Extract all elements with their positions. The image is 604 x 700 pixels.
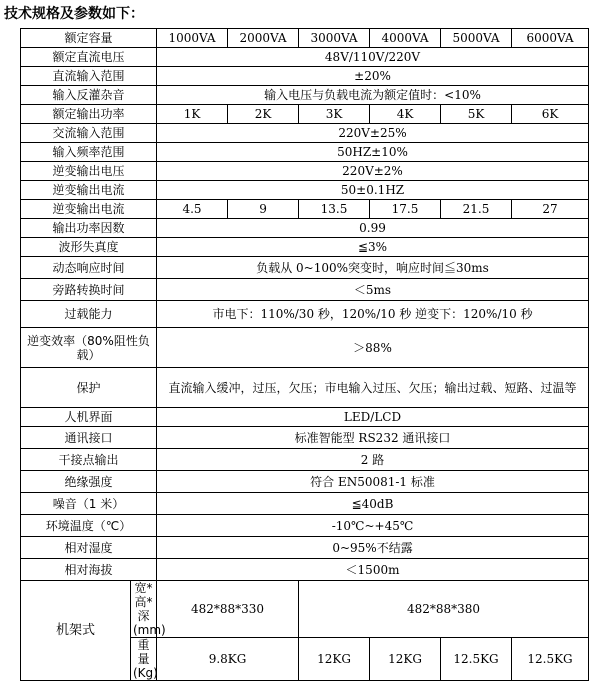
dims-value-small: 482*88*330: [157, 581, 299, 638]
row-protection: [21, 368, 589, 408]
cell-value: 1K: [157, 105, 228, 124]
cell-value: 27: [512, 200, 589, 219]
row-label: 交流输入范围: [21, 124, 157, 143]
row-label: 逆变输出电压: [21, 162, 157, 181]
row-value: ≦3%: [157, 238, 589, 257]
row-label: 直流输入范围: [21, 67, 157, 86]
row-label: 动态响应时间: [21, 257, 157, 279]
row-label: 人机界面: [21, 408, 157, 427]
row-value: ＜1500m: [157, 559, 589, 581]
row-value: ＜5ms: [157, 279, 589, 301]
row-efficiency: [21, 328, 589, 368]
row-inverter-current: [21, 200, 589, 219]
chassis-weight-label: 重量(Kg): [131, 638, 157, 681]
row-label: 噪音（1 米）: [21, 493, 157, 515]
row-dry-contact: [21, 449, 589, 471]
row-label: 相对海拔: [21, 559, 157, 581]
row-label: 输入反灌杂音: [21, 86, 157, 105]
row-label: 额定容量: [21, 29, 157, 48]
row-label: 波形失真度: [21, 238, 157, 257]
row-label: 输出功率因数: [21, 219, 157, 238]
row-value: 直流输入缓冲，过压，欠压；市电输入过压、欠压；输出过载、短路、过温等: [157, 368, 589, 408]
cell-value: 17.5: [370, 200, 441, 219]
row-label: 绝缘强度: [21, 471, 157, 493]
row-value: 2 路: [157, 449, 589, 471]
row-value: 0~95%不结露: [157, 537, 589, 559]
row-comm: [21, 427, 589, 449]
row-dc-voltage: [21, 48, 589, 67]
row-chassis-dimensions: [21, 581, 589, 638]
row-value: 220V±2%: [157, 162, 589, 181]
row-inverter-voltage: [21, 162, 589, 181]
row-altitude: [21, 559, 589, 581]
row-label: 环境温度（℃）: [21, 515, 157, 537]
row-dc-input-range: [21, 67, 589, 86]
row-humidity: [21, 537, 589, 559]
cell-value: 4000VA: [370, 29, 441, 48]
row-value: 220V±25%: [157, 124, 589, 143]
row-insulation: [21, 471, 589, 493]
row-noise: [21, 493, 589, 515]
row-value: 0.99: [157, 219, 589, 238]
row-label: 逆变输出电流: [21, 181, 157, 200]
row-value: 负载从 0~100%突变时，响应时间≦30ms: [157, 257, 589, 279]
row-label: 相对湿度: [21, 537, 157, 559]
row-label: 逆变输出电流: [21, 200, 157, 219]
chassis-label: 机架式: [21, 581, 131, 681]
row-value: 市电下：110%/30 秒，120%/10 秒 逆变下：120%/10 秒: [157, 301, 589, 328]
row-input-ripple: [21, 86, 589, 105]
row-dynamic-response: [21, 257, 589, 279]
cell-value: 5000VA: [441, 29, 512, 48]
row-bypass-time: [21, 279, 589, 301]
spec-heading: 技术规格及参数如下：: [4, 6, 144, 22]
cell-value: 21.5: [441, 200, 512, 219]
cell-value: 2000VA: [228, 29, 299, 48]
row-label: 干接点输出: [21, 449, 157, 471]
row-inverter-frequency: [21, 181, 589, 200]
row-label: 额定直流电压: [21, 48, 157, 67]
row-value: 输入电压与负载电流为额定值时：<10%: [157, 86, 589, 105]
row-value: -10℃~+45℃: [157, 515, 589, 537]
cell-value: 3K: [299, 105, 370, 124]
row-label: 过载能力: [21, 301, 157, 328]
cell-value: 1000VA: [157, 29, 228, 48]
row-label: 旁路转换时间: [21, 279, 157, 301]
row-label: 逆变效率（80%阻性负载）: [21, 328, 157, 368]
row-value: 48V/110V/220V: [157, 48, 589, 67]
row-capacity: [21, 29, 589, 48]
row-label: 额定输出功率: [21, 105, 157, 124]
row-value: 50HZ±10%: [157, 143, 589, 162]
weight-value: 12KG: [299, 638, 370, 681]
row-value: LED/LCD: [157, 408, 589, 427]
weight-value: 12.5KG: [512, 638, 589, 681]
row-label: 保护: [21, 368, 157, 408]
row-value: 50±0.1HZ: [157, 181, 589, 200]
row-thd: [21, 238, 589, 257]
cell-value: 3000VA: [299, 29, 370, 48]
row-value: ≦40dB: [157, 493, 589, 515]
weight-value: 12.5KG: [441, 638, 512, 681]
dims-value-large: 482*88*380: [299, 581, 589, 638]
chassis-dims-label: 宽*高*深(mm): [131, 581, 157, 638]
row-power-factor: [21, 219, 589, 238]
row-label: 输入频率范围: [21, 143, 157, 162]
cell-value: 6K: [512, 105, 589, 124]
weight-value: 9.8KG: [157, 638, 299, 681]
row-value: 标准智能型 RS232 通讯接口: [157, 427, 589, 449]
row-label: 通讯接口: [21, 427, 157, 449]
cell-value: 4.5: [157, 200, 228, 219]
cell-value: 5K: [441, 105, 512, 124]
row-ac-input-range: [21, 124, 589, 143]
row-input-freq: [21, 143, 589, 162]
row-overload: [21, 301, 589, 328]
cell-value: 6000VA: [512, 29, 589, 48]
cell-value: 9: [228, 200, 299, 219]
cell-value: 13.5: [299, 200, 370, 219]
row-value: ±20%: [157, 67, 589, 86]
cell-value: 2K: [228, 105, 299, 124]
cell-value: 4K: [370, 105, 441, 124]
row-value: 符合 EN50081-1 标准: [157, 471, 589, 493]
row-value: ＞88%: [157, 328, 589, 368]
row-output-power: [21, 105, 589, 124]
row-temperature: [21, 515, 589, 537]
spec-table: [20, 28, 589, 681]
row-hmi: [21, 408, 589, 427]
weight-value: 12KG: [370, 638, 441, 681]
